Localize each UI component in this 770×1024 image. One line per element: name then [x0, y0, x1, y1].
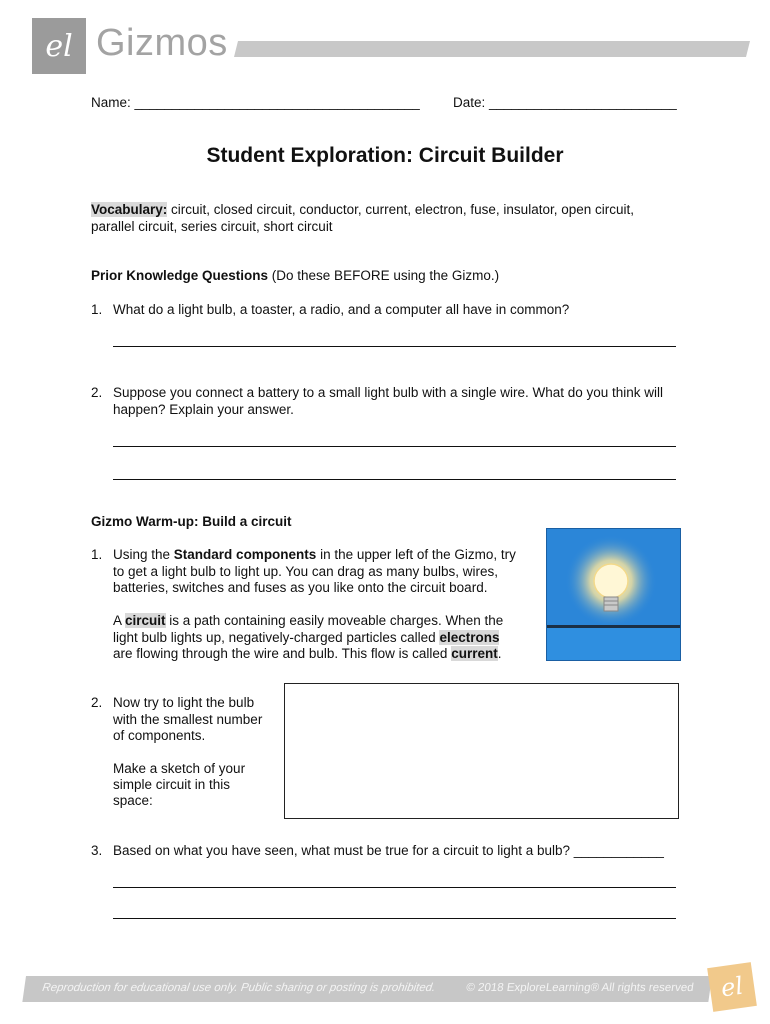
sketch-instruction-line: Make a sketch of your: [113, 761, 246, 776]
footer-copyright: © 2018 ExploreLearning® All rights reserved: [465, 982, 695, 994]
answer-line[interactable]: [113, 479, 676, 480]
answer-line[interactable]: [113, 887, 676, 888]
prior-q1-number: 1.: [91, 302, 103, 317]
gizmos-brand: Gizmos: [96, 22, 228, 64]
vocabulary-terms-2: parallel circuit, series circuit, short circuit: [91, 219, 333, 234]
light-bulb-icon: [547, 529, 680, 660]
prior-q1-text: What do a light bulb, a toaster, a radio, and a computer all have in common?: [113, 302, 570, 317]
warmup-q1-post: in the upper left of the Gizmo, try: [316, 547, 516, 562]
warmup-q2-line: of components.: [113, 728, 206, 743]
electrons-term: electrons: [439, 630, 500, 645]
page-title: Student Exploration: Circuit Builder: [206, 144, 564, 167]
def-period: .: [497, 646, 502, 661]
prior-q2-text-1: Suppose you connect a battery to a small light bulb with a single wire. What do you think will: [113, 385, 664, 400]
vocabulary-terms-1: circuit, closed circuit, conductor, current, electron, fuse, insulator, open circuit,: [167, 202, 634, 217]
warmup-q3-number: 3.: [91, 843, 103, 858]
footer-logo: [707, 962, 757, 1012]
warmup-q2-line: Now try to light the bulb: [113, 695, 255, 710]
lit-bulb-image: [546, 528, 681, 661]
answer-line[interactable]: [113, 918, 676, 919]
answer-line[interactable]: [113, 446, 676, 447]
warmup-q1-line-1: [113, 547, 516, 563]
vocabulary-label: Vocabulary:: [91, 202, 168, 217]
sketch-instruction-line: space:: [113, 793, 153, 808]
footer-bar: [22, 976, 712, 1002]
warmup-q1-line-2: to get a light bulb to light up. You can drag as many bulbs, wires,: [113, 564, 498, 579]
warmup-q3-text: Based on what you have seen, what must be true for a circuit to light a bulb? ____________: [113, 843, 664, 858]
name-field[interactable]: Name: ______________________________________: [91, 95, 420, 110]
circuit-definition-line-2: [113, 630, 499, 646]
warmup-q1-line-3: batteries, switches and fuses as you like onto the circuit board.: [113, 580, 488, 595]
prior-q2-text-2: happen? Explain your answer.: [113, 402, 294, 417]
def-a: A: [113, 613, 126, 628]
answer-line[interactable]: [113, 346, 676, 347]
date-field[interactable]: Date: _________________________: [453, 95, 677, 110]
circuit-definition-line-1: [113, 613, 503, 629]
header-bar: [234, 41, 750, 57]
current-term: current: [451, 646, 498, 661]
footer-logo-text: el: [719, 971, 745, 1003]
vocabulary-line-1: [91, 202, 634, 218]
warmup-q1-pre: Using the: [113, 547, 174, 562]
warmup-q2-line: with the smallest number: [113, 712, 263, 727]
circuit-term: circuit: [125, 613, 166, 628]
prior-q2-number: 2.: [91, 385, 103, 400]
warmup-q2-number: 2.: [91, 695, 103, 710]
warmup-q1-number: 1.: [91, 547, 103, 562]
sketch-box[interactable]: [284, 683, 679, 819]
explorelearning-logo: [32, 18, 86, 74]
standard-components-term: Standard components: [173, 547, 317, 562]
warmup-heading: Gizmo Warm-up: Build a circuit: [91, 514, 292, 529]
prior-heading-note: (Do these BEFORE using the Gizmo.): [268, 268, 500, 283]
prior-heading-bold: Prior Knowledge Questions: [91, 268, 269, 283]
prior-knowledge-heading: [91, 268, 499, 284]
def-line2-pre: light bulb lights up, negatively-charged particles called: [113, 630, 440, 645]
logo-text: el: [45, 28, 73, 64]
circuit-definition-line-3: [113, 646, 501, 662]
sketch-instruction-line: simple circuit in this: [113, 777, 231, 792]
footer-disclaimer: Reproduction for educational use only. Public sharing or posting is prohibited.: [41, 982, 437, 994]
def-rest-1: is a path containing easily moveable charges. When the: [165, 613, 504, 628]
def-line3-pre: are flowing through the wire and bulb. This flow is called: [113, 646, 452, 661]
